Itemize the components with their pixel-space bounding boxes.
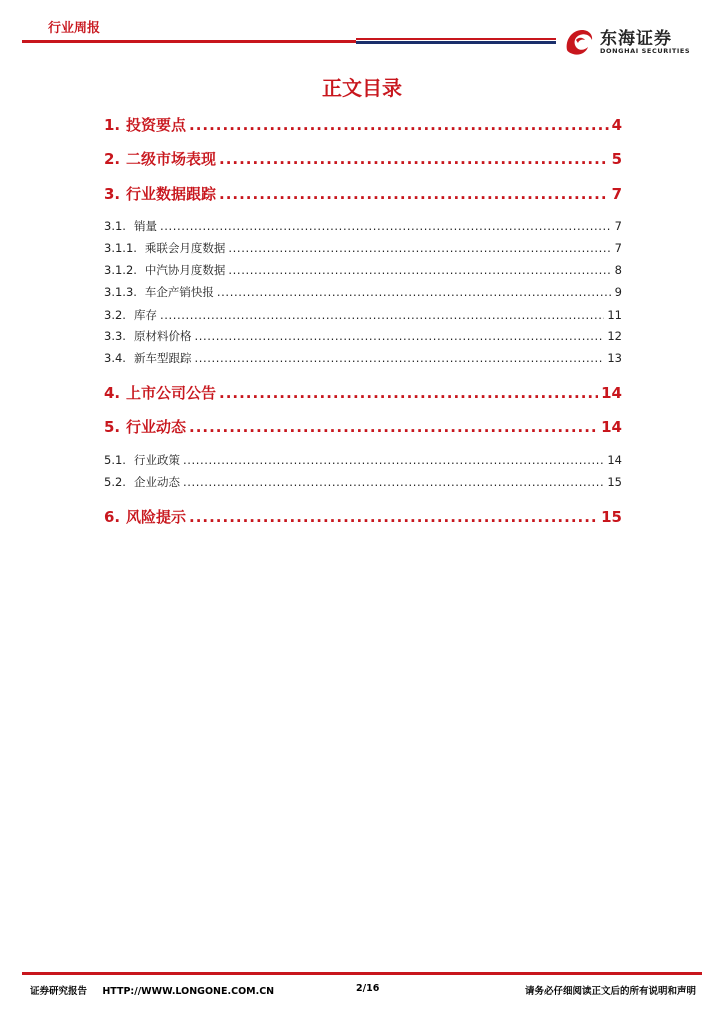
footer-report-label: 证券研究报告 bbox=[30, 986, 88, 997]
toc-entry-label: 行业数据跟踪 bbox=[126, 185, 217, 203]
toc-entry-label: 车企产销快报 bbox=[144, 285, 214, 299]
toc-entry[interactable] bbox=[104, 114, 622, 135]
toc-entry[interactable] bbox=[104, 307, 622, 323]
toc-entry-page: 7 bbox=[614, 219, 622, 233]
toc-dot-leader bbox=[219, 384, 598, 402]
toc-entry[interactable] bbox=[104, 262, 622, 278]
logo-chinese-name: 东海证券 bbox=[600, 29, 672, 49]
toc-entry-page: 13 bbox=[607, 351, 622, 365]
toc-entry-page: 14 bbox=[601, 418, 622, 436]
toc-entry[interactable] bbox=[104, 183, 622, 204]
toc-entry-label: 行业动态 bbox=[126, 418, 187, 436]
toc-entry-number: 5.1. bbox=[104, 453, 126, 467]
toc-dot-leader bbox=[189, 508, 598, 526]
toc-entry-label: 风险提示 bbox=[126, 508, 187, 526]
footer-url-link[interactable]: HTTP://WWW.LONGONE.COM.CN bbox=[102, 986, 275, 997]
toc-entry-page: 8 bbox=[614, 263, 622, 277]
toc-entry-label: 新车型跟踪 bbox=[133, 351, 192, 365]
toc-entry[interactable] bbox=[104, 382, 622, 403]
toc-entry-label: 行业政策 bbox=[133, 453, 180, 467]
toc-entry-number: 3.3. bbox=[104, 329, 126, 343]
company-logo bbox=[556, 20, 706, 60]
toc-entry-number: 3.2. bbox=[104, 308, 126, 322]
toc-entry-page: 15 bbox=[601, 508, 622, 526]
toc-dot-leader bbox=[183, 475, 604, 489]
toc-entry[interactable] bbox=[104, 416, 622, 437]
toc-entry-page: 4 bbox=[611, 116, 622, 134]
toc-entry-number: 1. bbox=[104, 116, 121, 134]
toc-entry-label: 销量 bbox=[133, 219, 157, 233]
footer-disclaimer: 请务必仔细阅读正文后的所有说明和声明 bbox=[524, 986, 696, 997]
toc-entry[interactable] bbox=[104, 328, 622, 344]
logo-english-name: DONGHAI SECURITIES bbox=[600, 47, 691, 55]
toc-dot-leader bbox=[217, 285, 612, 299]
toc-entry-number: 5. bbox=[104, 418, 121, 436]
toc-entry[interactable] bbox=[104, 148, 622, 169]
toc-dot-leader bbox=[160, 219, 612, 233]
toc-entry[interactable] bbox=[104, 350, 622, 366]
toc-dot-leader bbox=[189, 418, 598, 436]
toc-entry-page: 7 bbox=[614, 241, 622, 255]
toc-dot-leader bbox=[219, 185, 609, 203]
toc-entry-label: 库存 bbox=[133, 308, 157, 322]
toc-dot-leader bbox=[160, 308, 604, 322]
toc-entry[interactable] bbox=[104, 474, 622, 490]
toc-entry-number: 3.1.1. bbox=[104, 241, 137, 255]
toc-entry-page: 7 bbox=[611, 185, 622, 203]
footer-left bbox=[30, 983, 274, 997]
toc-entry-number: 6. bbox=[104, 508, 121, 526]
toc-entry-label: 乘联会月度数据 bbox=[144, 241, 226, 255]
toc-entry-label: 原材料价格 bbox=[133, 329, 192, 343]
toc-entry-number: 2. bbox=[104, 150, 121, 168]
footer-rule bbox=[22, 972, 702, 975]
toc-entry[interactable] bbox=[104, 452, 622, 468]
toc-dot-leader bbox=[194, 351, 604, 365]
dragon-logo-icon bbox=[562, 24, 596, 58]
toc-entry-page: 14 bbox=[607, 453, 622, 467]
toc-entry-number: 5.2. bbox=[104, 475, 126, 489]
toc-entry-page: 9 bbox=[614, 285, 622, 299]
toc-entry-number: 3.4. bbox=[104, 351, 126, 365]
toc-entry-label: 二级市场表现 bbox=[126, 150, 217, 168]
toc-entry-number: 3.1. bbox=[104, 219, 126, 233]
toc-entry[interactable] bbox=[104, 284, 622, 300]
toc-entry-label: 投资要点 bbox=[126, 116, 187, 134]
toc-entry-number: 3. bbox=[104, 185, 121, 203]
toc-dot-leader bbox=[189, 116, 609, 134]
toc-entry-page: 12 bbox=[607, 329, 622, 343]
toc-dot-leader bbox=[183, 453, 604, 467]
toc-dot-leader bbox=[194, 329, 604, 343]
toc-dot-leader bbox=[228, 263, 611, 277]
toc-entry-label: 上市公司公告 bbox=[126, 384, 217, 402]
toc-entry-number: 3.1.2. bbox=[104, 263, 137, 277]
toc-dot-leader bbox=[228, 241, 611, 255]
report-type-tag: 行业周报 bbox=[48, 21, 101, 36]
toc-entry-label: 中汽协月度数据 bbox=[144, 263, 226, 277]
toc-entry-page: 14 bbox=[601, 384, 622, 402]
toc-entry-page: 11 bbox=[607, 308, 622, 322]
toc-entry[interactable] bbox=[104, 240, 622, 256]
toc-entry-number: 4. bbox=[104, 384, 121, 402]
toc-entry-page: 5 bbox=[611, 150, 622, 168]
toc-entry-number: 3.1.3. bbox=[104, 285, 137, 299]
header-rule bbox=[22, 40, 358, 43]
page-title: 正文目录 bbox=[322, 76, 402, 100]
toc-entry[interactable] bbox=[104, 218, 622, 234]
toc-entry-label: 企业动态 bbox=[133, 475, 180, 489]
toc-dot-leader bbox=[219, 150, 609, 168]
page-number: 2/16 bbox=[356, 983, 380, 994]
toc-entry[interactable] bbox=[104, 506, 622, 527]
toc-entry-page: 15 bbox=[607, 475, 622, 489]
